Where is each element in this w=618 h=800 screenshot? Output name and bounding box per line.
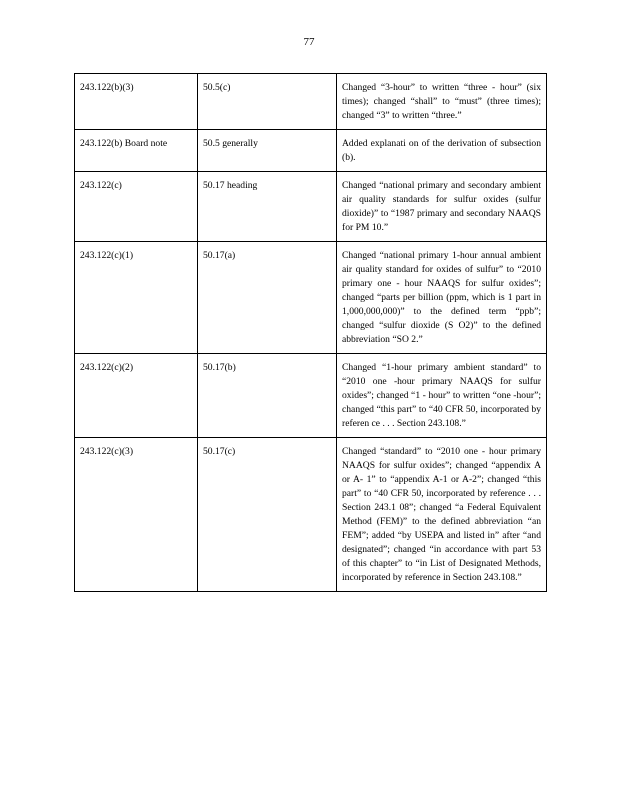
section-cell: 243.122(c)(2) xyxy=(75,354,198,438)
table-row xyxy=(75,172,547,242)
table-row xyxy=(75,438,547,592)
reference-cell: 50.5 generally xyxy=(198,130,337,172)
reference-cell: 50.17(b) xyxy=(198,354,337,438)
table-row xyxy=(75,130,547,172)
description-cell: Changed “1-hour primary ambient standard” to “2010 one -hour primary NAAQS for sulfur oxides”; changed “1 - hour” to written “one -hour”; changed “this part” to “40 CFR 50, incorporated by referen ce . . . Section 243.108.” xyxy=(337,354,547,438)
description-cell: Changed “standard” to “2010 one - hour primary NAAQS for sulfur oxides”; changed “appendix A or A- 1” to “appendix A-1 or A-2”; changed “this part” to “40 CFR 50, incorporated by reference . . . Section 243.1 08”; changed “a Federal Equivalent Method (FEM)” to the defined abbreviation “an FEM”; added “by USEPA and listed in” after “and designated”; changed “in accordance with part 53 of this chapter” to “in List of Designated Methods, incorporated by reference in Section 243.108.” xyxy=(337,438,547,592)
page-number: 77 xyxy=(303,36,315,48)
table-row xyxy=(75,74,547,130)
description-cell: Added explanati on of the derivation of subsection (b). xyxy=(337,130,547,172)
description-cell: Changed “national primary 1-hour annual ambient air quality standard for oxides of sulfur” to “2010 primary one - hour NAAQS for sulfur oxides”; changed “parts per billion (ppm, which is 1 part in 1,000,000,000)” to the defined term “ppb”; changed “sulfur dioxide (S O2)” to the defined abbreviation “SO 2.” xyxy=(337,242,547,354)
description-cell: Changed “national primary and secondary ambient air quality standards for sulfur oxides (sulfur dioxide)” to “1987 primary and secondary NAAQS for PM 10.” xyxy=(337,172,547,242)
section-cell: 243.122(c)(1) xyxy=(75,242,198,354)
amendments-table xyxy=(74,73,547,592)
reference-cell: 50.5(c) xyxy=(198,74,337,130)
table-row xyxy=(75,242,547,354)
reference-cell: 50.17(c) xyxy=(198,438,337,592)
table-row xyxy=(75,354,547,438)
section-cell: 243.122(b)(3) xyxy=(75,74,198,130)
section-cell: 243.122(c)(3) xyxy=(75,438,198,592)
section-cell: 243.122(b) Board note xyxy=(75,130,198,172)
reference-cell: 50.17(a) xyxy=(198,242,337,354)
description-cell: Changed “3-hour” to written “three - hour” (six times); changed “shall” to “must” (three times); changed “3” to written “three.” xyxy=(337,74,547,130)
reference-cell: 50.17 heading xyxy=(198,172,337,242)
section-cell: 243.122(c) xyxy=(75,172,198,242)
